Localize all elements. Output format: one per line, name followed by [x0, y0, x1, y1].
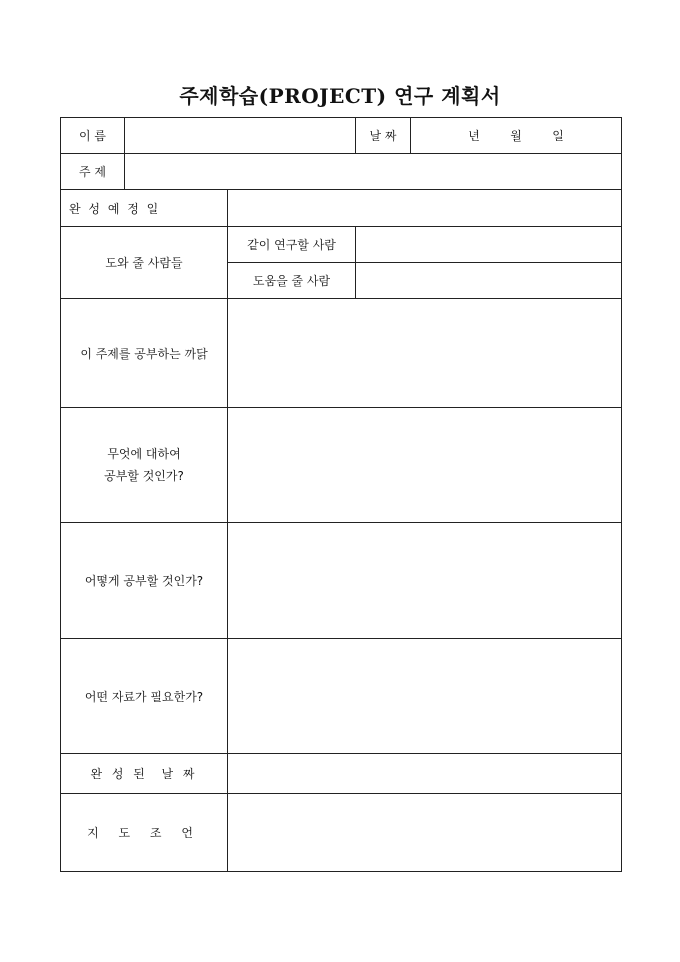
- topic-field[interactable]: [125, 154, 622, 190]
- date-field[interactable]: [411, 118, 622, 154]
- supporter-label: 도움을 줄 사람: [228, 263, 356, 299]
- name-label: 이 름: [61, 118, 125, 154]
- completed-date-field[interactable]: [228, 754, 622, 794]
- completed-date-row: [61, 754, 622, 794]
- co-researcher-label: 같이 연구할 사람: [228, 227, 356, 263]
- what-label-line1: 무엇에 대하여: [107, 447, 181, 461]
- completion-plan-label: 완 성 예 정 일: [61, 190, 228, 227]
- how-label: 어떻게 공부할 것인가?: [61, 523, 228, 639]
- what-label-line2: 공부할 것인가?: [104, 469, 184, 483]
- advice-field[interactable]: [228, 794, 622, 872]
- completed-date-label: 완 성 된 날 짜: [61, 754, 228, 794]
- helpers-row-1: [61, 227, 622, 263]
- topic-label: 주 제: [61, 154, 125, 190]
- completion-plan-field[interactable]: [228, 190, 622, 227]
- reason-label: 이 주제를 공부하는 까닭: [61, 299, 228, 408]
- materials-label: 어떤 자료가 필요한가?: [61, 639, 228, 754]
- day-label: 일: [552, 129, 564, 143]
- how-row: [61, 523, 622, 639]
- plan-form-table: [60, 117, 622, 872]
- name-field[interactable]: [125, 118, 356, 154]
- materials-row: [61, 639, 622, 754]
- how-field[interactable]: [228, 523, 622, 639]
- advice-label: 지 도 조 언: [61, 794, 228, 872]
- what-field[interactable]: [228, 408, 622, 523]
- co-researcher-field[interactable]: [356, 227, 622, 263]
- reason-row: [61, 299, 622, 408]
- topic-row: [61, 154, 622, 190]
- month-label: 월: [510, 129, 522, 143]
- date-label: 날 짜: [356, 118, 411, 154]
- reason-field[interactable]: [228, 299, 622, 408]
- page-title: 주제학습(PROJECT) 연구 계획서: [179, 84, 501, 108]
- advice-row: [61, 794, 622, 872]
- helpers-label: 도와 줄 사람들: [61, 227, 228, 299]
- what-row: [61, 408, 622, 523]
- supporter-field[interactable]: [356, 263, 622, 299]
- name-date-row: [61, 118, 622, 154]
- completion-plan-row: [61, 190, 622, 227]
- materials-field[interactable]: [228, 639, 622, 754]
- what-label: [61, 408, 228, 523]
- year-label: 년: [468, 129, 480, 143]
